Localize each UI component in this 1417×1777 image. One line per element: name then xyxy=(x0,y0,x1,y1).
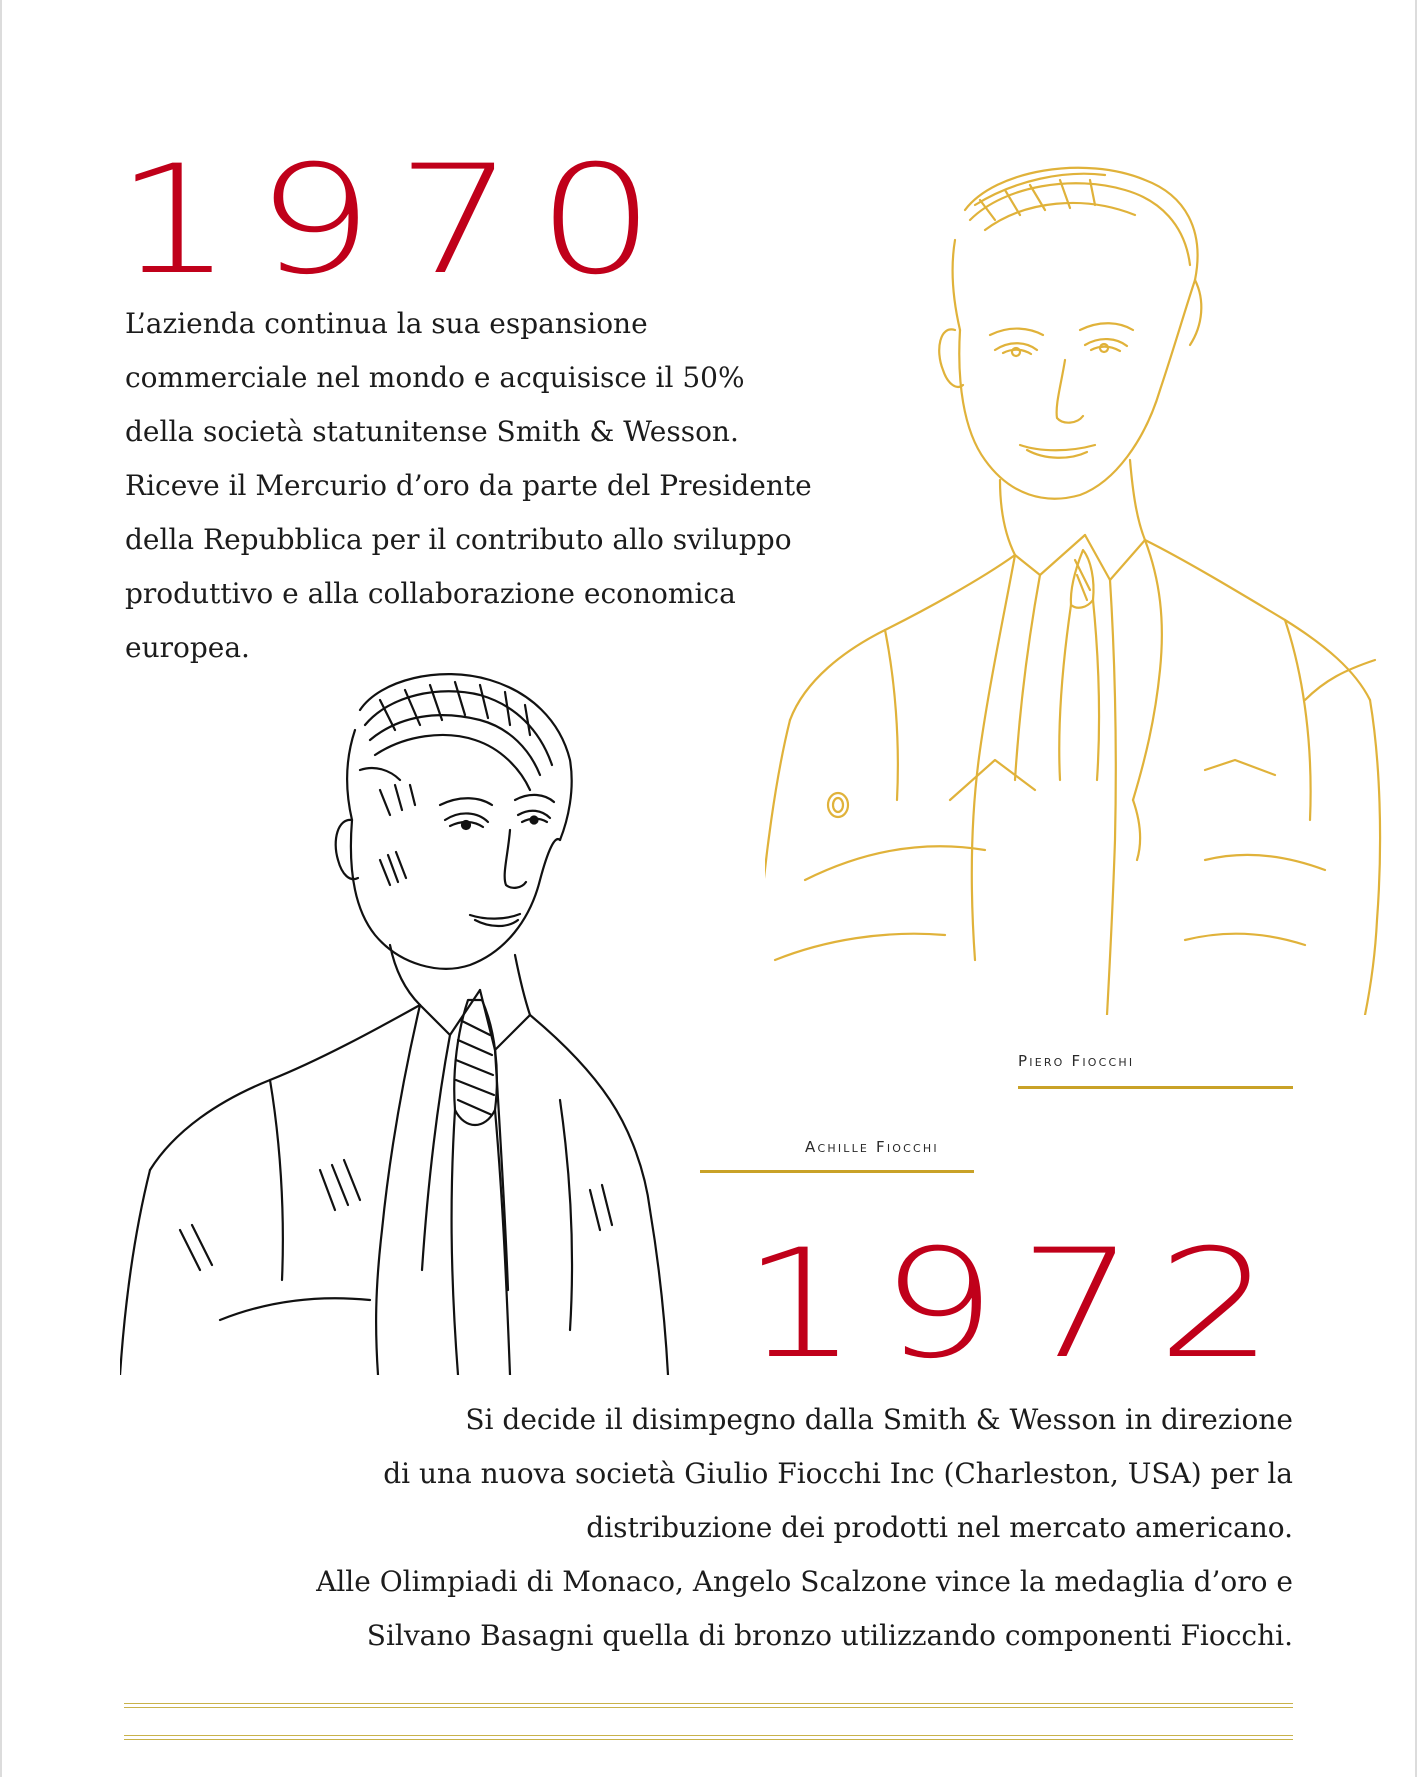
caption-rule-achille xyxy=(700,1170,974,1173)
paragraph-1972-line: Silvano Basagni quella di bronzo utilizzando componenti Fiocchi. xyxy=(366,1619,1293,1652)
footer-rule xyxy=(124,1703,1293,1704)
page-edge-left xyxy=(0,0,2,1777)
paragraph-1972-line: di una nuova società Giulio Fiocchi Inc (Charleston, USA) per la xyxy=(383,1457,1293,1490)
year-heading-1972: 1972 xyxy=(742,1218,1296,1392)
caption-piero-fiocchi: Piero Fiocchi xyxy=(1018,1052,1135,1070)
year-heading-1970: 1970 xyxy=(115,134,678,308)
paragraph-1970-line: commerciale nel mondo e acquisisce il 50% xyxy=(125,361,745,394)
paragraph-1970-line: della società statunitense Smith & Wesson. xyxy=(125,415,739,448)
caption-rule-piero xyxy=(1018,1086,1293,1089)
footer-rule xyxy=(124,1707,1293,1708)
caption-achille-fiocchi: Achille Fiocchi xyxy=(805,1138,939,1156)
paragraph-1970-line: della Repubblica per il contributo allo sviluppo xyxy=(125,523,792,556)
paragraph-1972-line: Alle Olimpiadi di Monaco, Angelo Scalzone vince la medaglia d’oro e xyxy=(316,1565,1293,1598)
paragraph-1970-line: europea. xyxy=(125,631,250,664)
paragraph-1972-line: distribuzione dei prodotti nel mercato americano. xyxy=(586,1511,1293,1544)
paragraph-1972-line: Si decide il disimpegno dalla Smith & Wesson in direzione xyxy=(465,1403,1293,1436)
paragraph-1972 xyxy=(150,1393,1293,1663)
paragraph-1970-line: produttivo e alla collaborazione economica xyxy=(125,577,736,610)
footer-rule xyxy=(124,1735,1293,1736)
footer-rule xyxy=(124,1739,1293,1740)
achille-fiocchi-portrait xyxy=(120,670,680,1375)
paragraph-1970-line: Riceve il Mercurio d’oro da parte del Presidente xyxy=(125,469,812,502)
paragraph-1970-line: L’azienda continua la sua espansione xyxy=(125,307,648,340)
paragraph-1970 xyxy=(125,297,925,675)
